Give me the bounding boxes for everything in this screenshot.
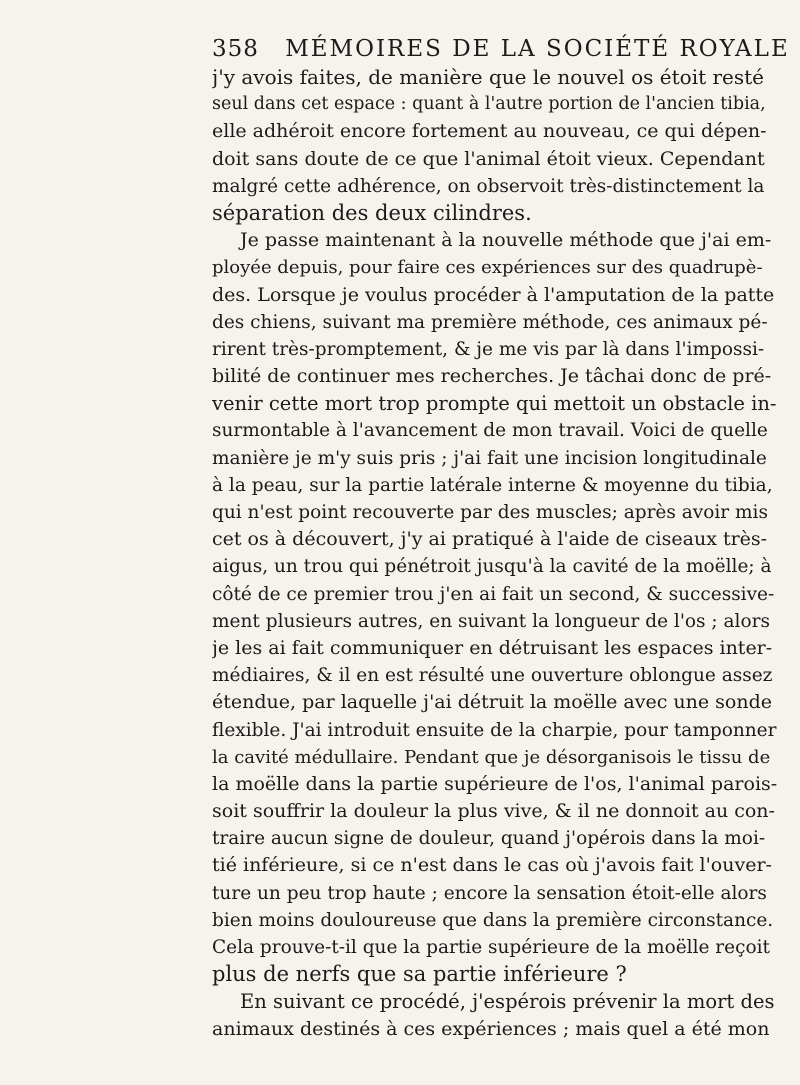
- text-line: bilité de continuer mes recherches. Je tâchai donc de pré-: [212, 365, 772, 388]
- text-line: tié inférieure, si ce n'est dans le cas où j'avois fait l'ouver-: [212, 854, 772, 877]
- text-line: doit sans doute de ce que l'animal étoit vieux. Cependant: [212, 147, 765, 170]
- text-line: ployée depuis, pour faire ces expériences sur des quadrupè-: [212, 257, 763, 279]
- text-line: malgré cette adhérence, on observoit très-distinctement la: [212, 175, 765, 197]
- text-line: médiaires, & il en est résulté une ouverture oblongue assez: [212, 665, 773, 687]
- text-line: Je passe maintenant à la nouvelle méthode que j'ai em-: [240, 229, 772, 252]
- text-line: manière je m'y suis pris ; j'ai fait une incision longitudinale: [212, 447, 767, 469]
- text-line: côté de ce premier trou j'en ai fait un second, & successive-: [212, 583, 775, 605]
- text-line: seul dans cet espace : quant à l'autre portion de l'ancien tibia,: [212, 94, 766, 115]
- text-line: ture un peu trop haute ; encore la sensation étoit-elle alors: [212, 882, 767, 904]
- text-line: séparation des deux cilindres.: [212, 200, 532, 225]
- text-line: animaux destinés à ces expériences ; mais quel a été mon: [212, 1017, 770, 1040]
- text-line: qui n'est point recouverte par des muscles; après avoir mis: [212, 502, 768, 523]
- text-line: la moëlle dans la partie supérieure de l'os, l'animal parois-: [212, 772, 777, 795]
- page-number: 358: [212, 36, 259, 62]
- text-line: à la peau, sur la partie latérale interne & moyenne du tibia,: [212, 474, 773, 496]
- text-line: ment plusieurs autres, en suivant la longueur de l'os ; alors: [212, 610, 770, 632]
- text-line: venir cette mort trop prompte qui mettoit un obstacle in-: [212, 392, 777, 416]
- text-line: bien moins douloureuse que dans la première circonstance.: [212, 909, 774, 931]
- text-line: elle adhéroit encore fortement au nouveau, ce qui dépen-: [212, 120, 767, 143]
- text-line: plus de nerfs que sa partie inférieure ?: [212, 962, 627, 987]
- text-line: Cela prouve-t-il que la partie supérieure de la moëlle reçoit: [212, 937, 770, 958]
- text-line: En suivant ce procédé, j'espérois prévenir la mort des: [240, 990, 775, 1014]
- text-line: la cavité médullaire. Pendant que je désorganisois le tissu de: [212, 746, 771, 768]
- text-line: étendue, par laquelle j'ai détruit la moëlle avec une sonde: [212, 691, 773, 714]
- text-line: rirent très-promptement, & je me vis par là dans l'impossi-: [212, 338, 765, 360]
- text-line: je les ai fait communiquer en détruisant les espaces inter-: [212, 636, 773, 659]
- text-line: aigus, un trou qui pénétroit jusqu'à la cavité de la moëlle; à: [212, 556, 772, 578]
- running-head: MÉMOIRES DE LA SOCIÉTÉ ROYALE: [285, 36, 790, 62]
- text-line: cet os à découvert, j'y ai pratiqué à l'aide de ciseaux très-: [212, 528, 768, 551]
- text-line: des. Lorsque je voulus procéder à l'amputation de la patte: [212, 283, 775, 306]
- text-line: surmontable à l'avancement de mon travail. Voici de quelle: [212, 420, 768, 442]
- text-line: traire aucun signe de douleur, quand j'opérois dans la moi-: [212, 828, 766, 850]
- text-line: flexible. J'ai introduit ensuite de la charpie, pour tamponner: [212, 719, 777, 741]
- body-text: [212, 64, 777, 1043]
- text-line: j'y avois faites, de manière que le nouvel os étoit resté: [212, 65, 765, 89]
- page-header: [212, 36, 790, 62]
- text-line: soit souffrir la douleur la plus vive, & il ne donnoit au con-: [212, 800, 775, 823]
- text-line: des chiens, suivant ma première méthode, ces animaux pé-: [212, 311, 768, 333]
